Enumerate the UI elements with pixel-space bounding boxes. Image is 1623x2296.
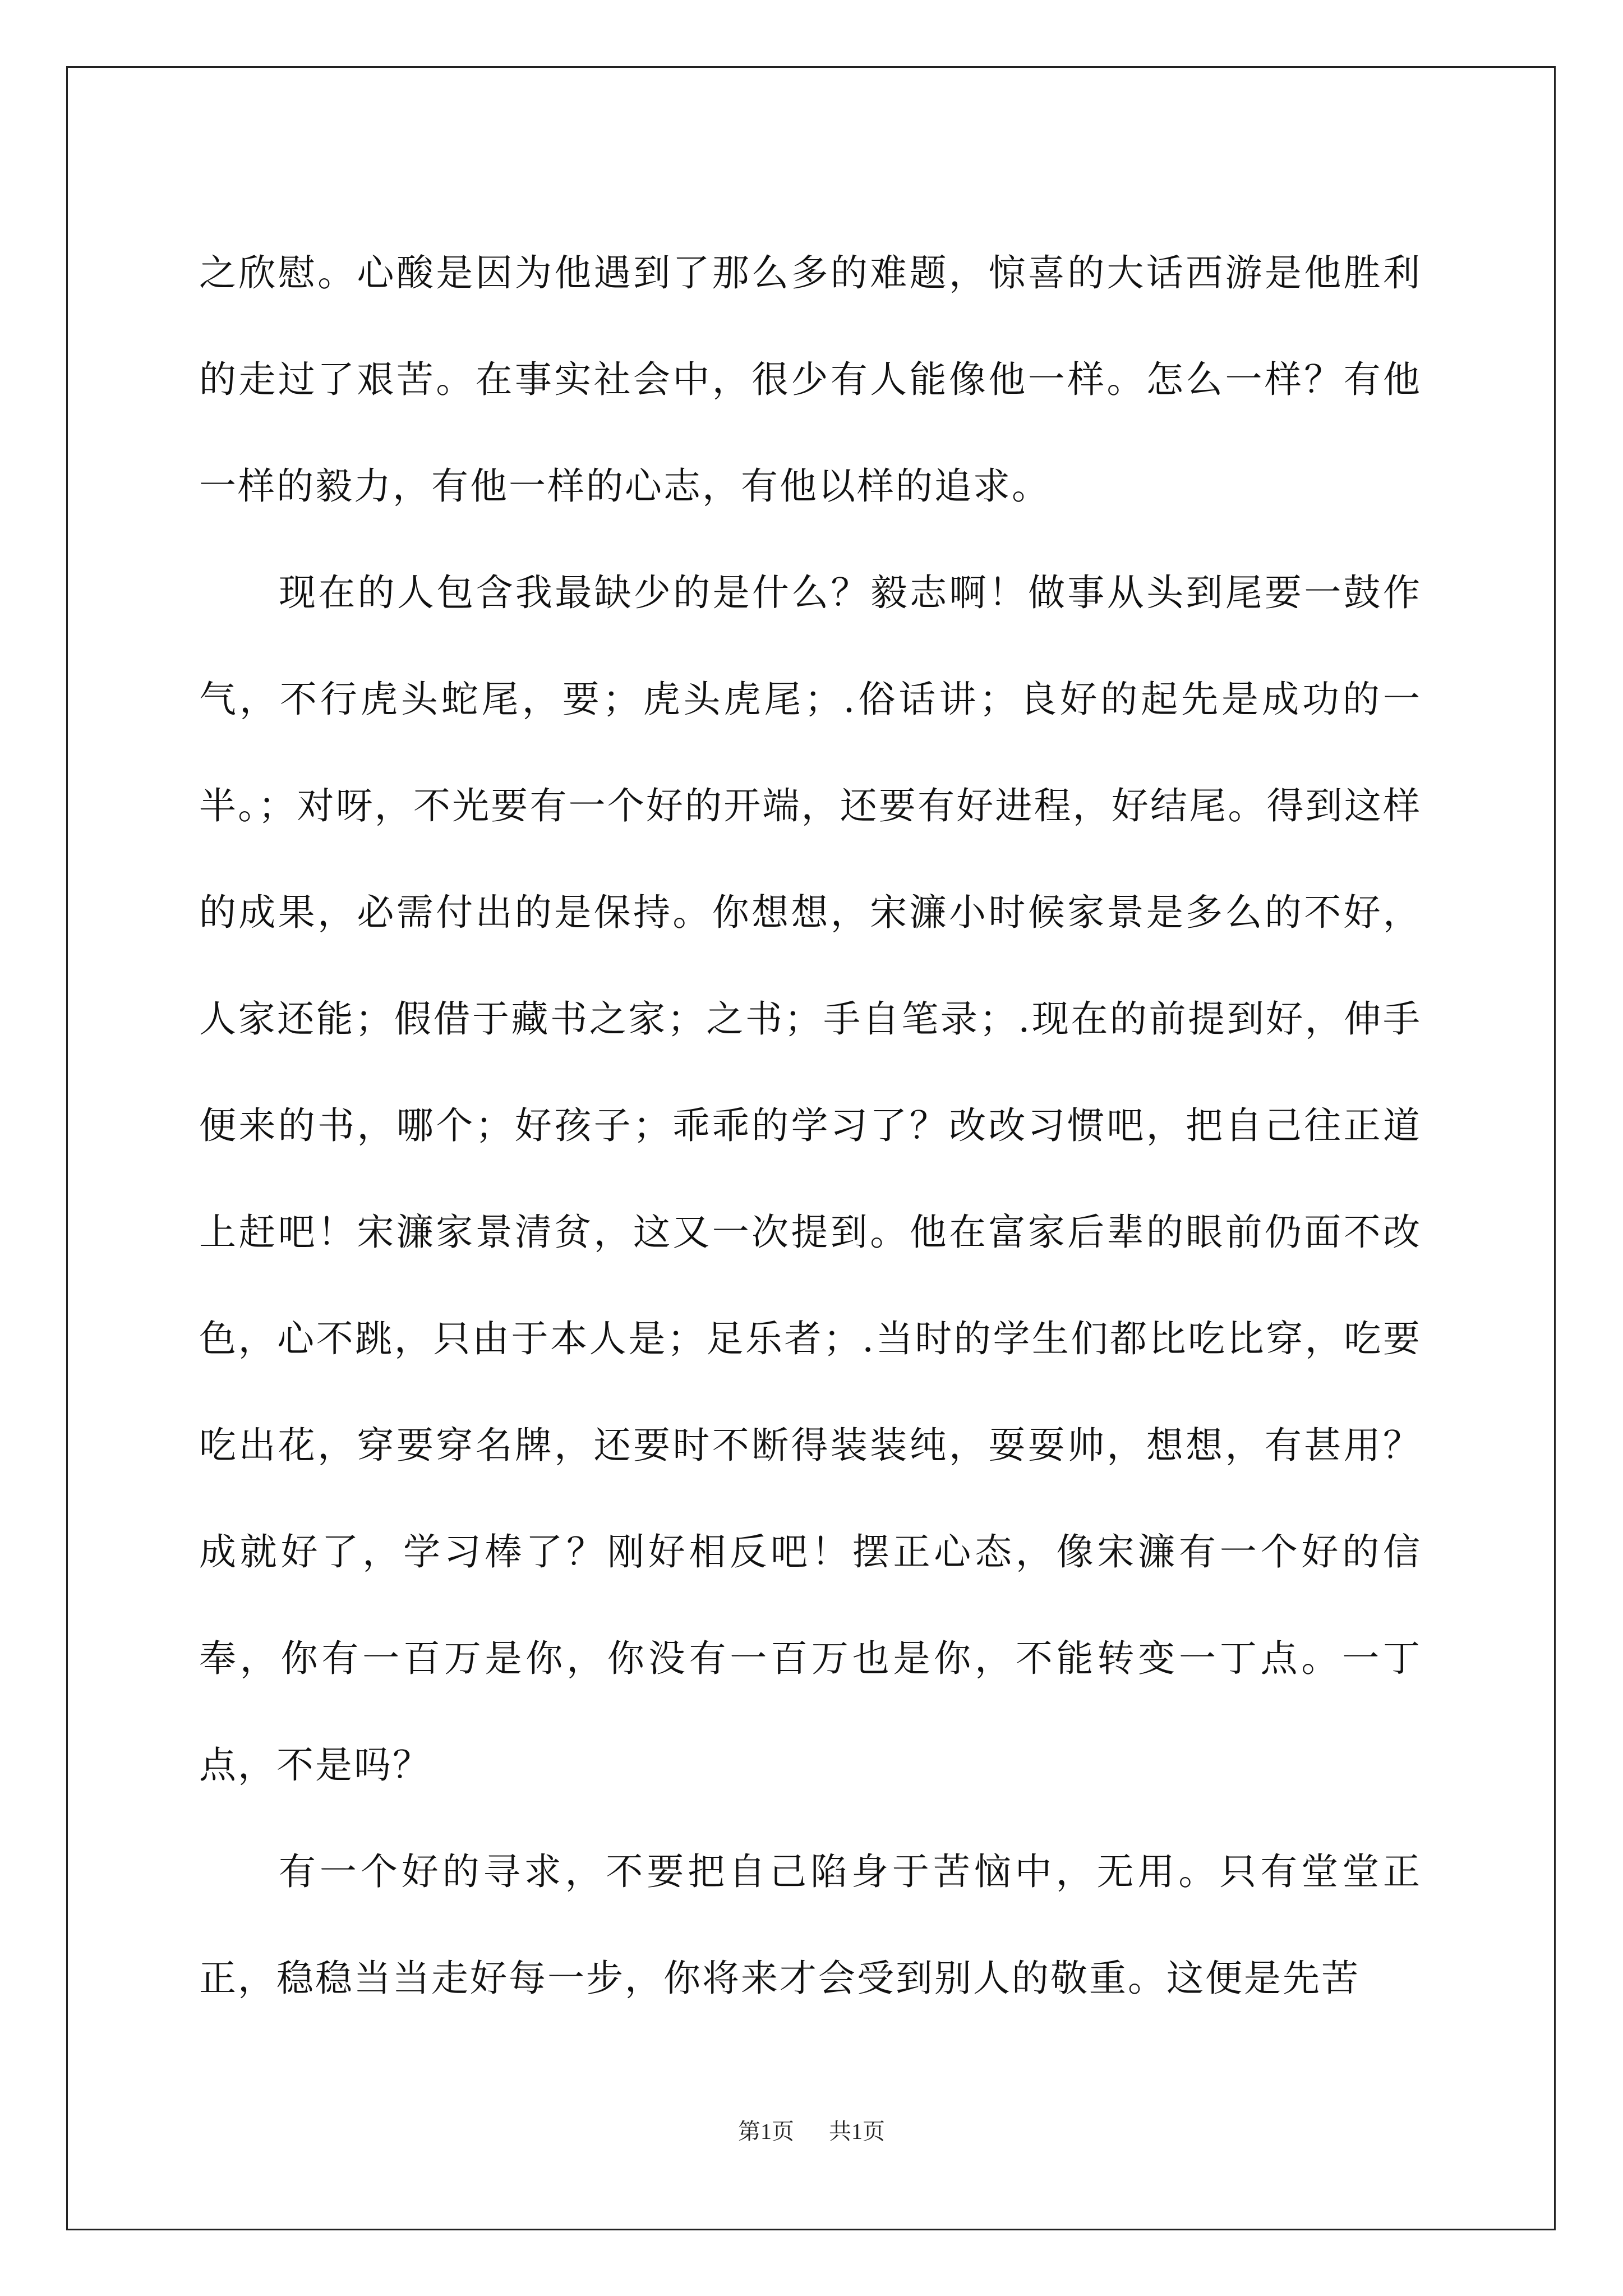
page-number-total: 共1页: [829, 2119, 885, 2144]
paragraph-2: 现在的人包含我最缺少的是什么？毅志啊！做事从头到尾要一鼓作气，不行虎头蛇尾，要；虎头虎尾；.俗话讲；良好的起先是成功的一半。；对呀，不光要有一个好的开端，还要有好进程，好结尾。得到这样的成果，必需付出的是保持。你想想，宋濂小时候家景是多么的不好，人家还能；假借于藏书之家；之书；手自笔录；.现在的前提到好，伸手便来的书，哪个；好孩子；乖乖的学习了？改改习惯吧，把自己往正道上赶吧！宋濂家景清贫，这又一次提到。他在富家后辈的眼前仍面不改色，心不跳，只由于本人是；足乐者；.当时的学生们都比吃比穿，吃要吃出花，穿要穿名牌，还要时不断得装装纯，耍耍帅，想想，有甚用？成就好了，学习棒了？刚好相反吧！摆正心态，像宋濂有一个好的信奉，你有一百万是你，你没有一百万也是你，不能转变一丁点。一丁点，不是吗？: [199, 571, 1422, 1787]
page-number-current: 第1页: [738, 2119, 794, 2144]
page-footer: [0, 2114, 1623, 2146]
paragraph-1: 之欣慰。心酸是因为他遇到了那么多的难题，惊喜的大话西游是他胜利的走过了艰苦。在事实社会中，很少有人能像他一样。怎么一样？有他一样的毅力，有他一样的心志，有他以样的追求。: [199, 251, 1422, 508]
document-body: [199, 220, 1422, 2032]
paragraph-3: 有一个好的寻求，不要把自己陷身于苦恼中，无用。只有堂堂正正，稳稳当当走好每一步，你将来才会受到别人的敬重。这便是先苦: [199, 1850, 1422, 2000]
